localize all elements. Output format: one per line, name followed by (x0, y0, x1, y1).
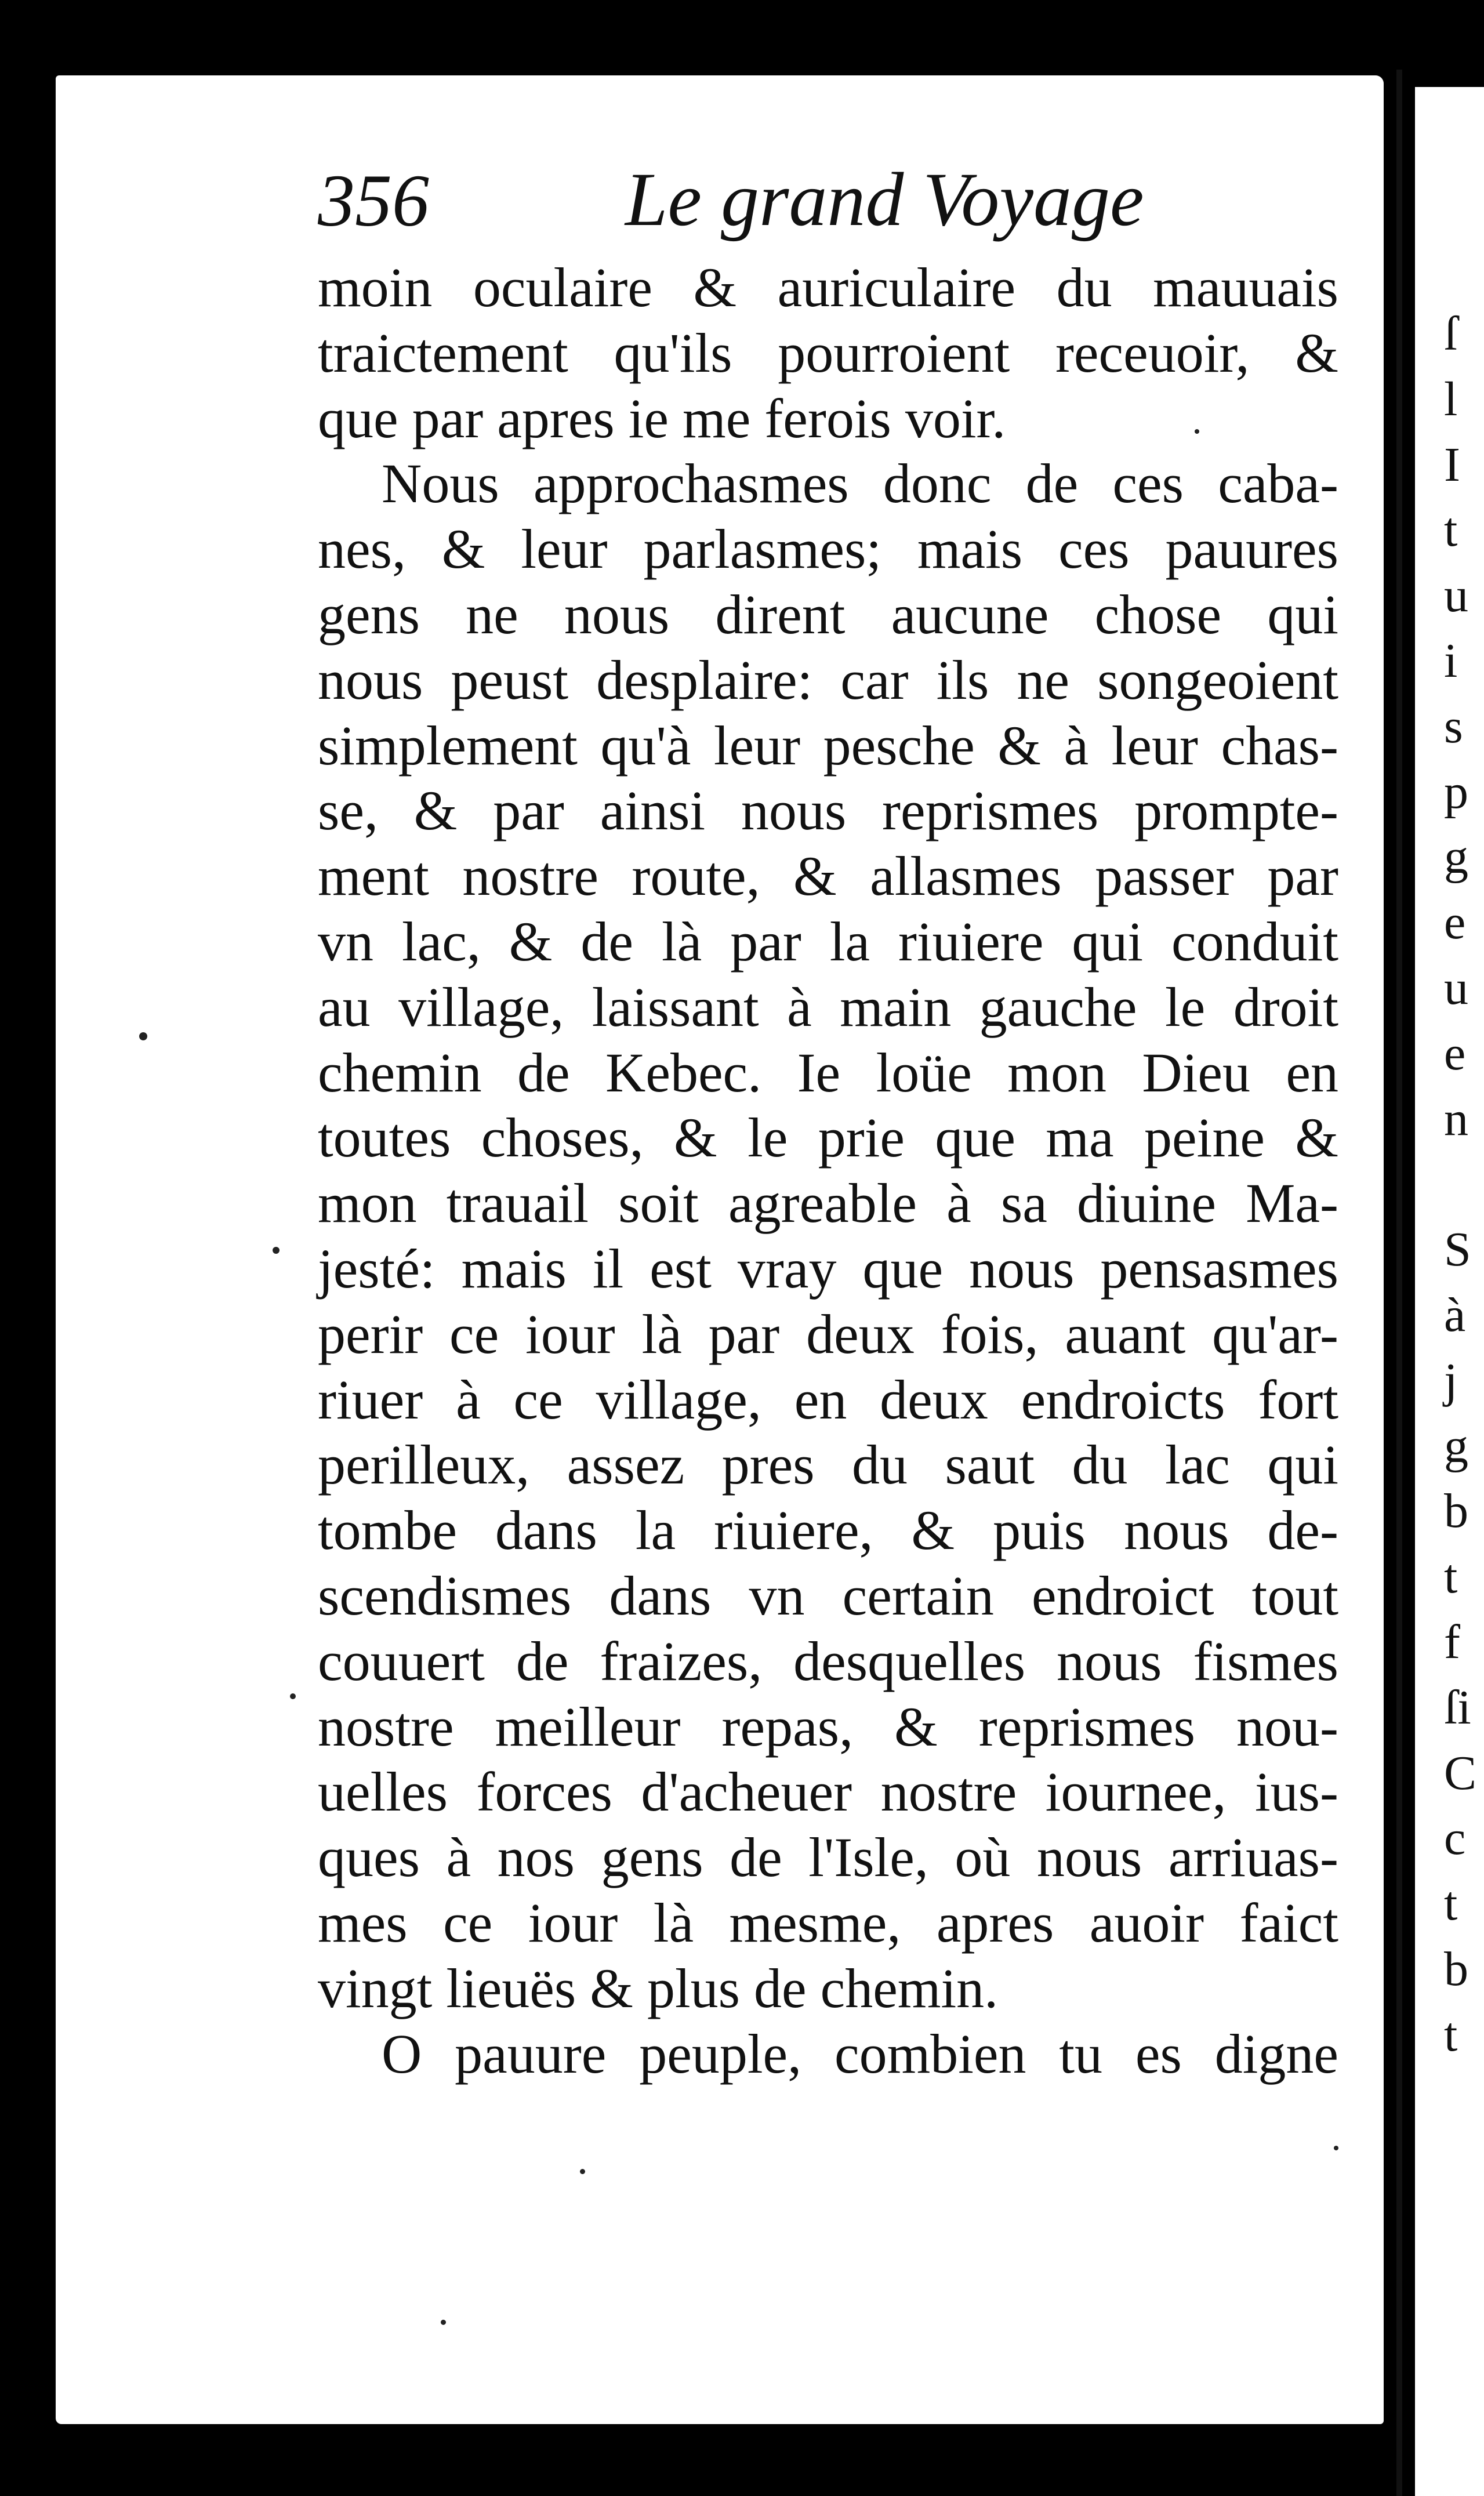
edge-char: n (1444, 1091, 1468, 1146)
edge-char: t (1444, 1550, 1458, 1604)
text-line: se, & par ainsi nous reprismes prompte- (318, 779, 1338, 842)
text-line: O pauure peuple, combien tu es digne (382, 2022, 1338, 2085)
text-line: moin oculaire & auriculaire du mauuais (318, 256, 1338, 318)
edge-char: t (1444, 1877, 1458, 1931)
text-line: que par apres ie me ferois voir. (318, 387, 1006, 449)
ink-speck (1195, 429, 1199, 434)
text-line: toutes choses, & le prie que ma peine & (318, 1106, 1338, 1169)
edge-char: i (1444, 633, 1458, 688)
ink-speck (139, 1032, 147, 1040)
facing-page-edge-text (1444, 302, 1484, 2068)
edge-char: b (1444, 1484, 1468, 1539)
text-line: vn lac, & de là par la riuiere qui conduit (318, 910, 1338, 973)
edge-char: C (1444, 1746, 1477, 1800)
body-text (318, 255, 1338, 2087)
text-line: gens ne nous dirent aucune chose qui (318, 583, 1338, 645)
edge-char: t (1444, 2007, 1458, 2062)
text-line: riuer à ce village, en deux endroicts fort (318, 1368, 1338, 1431)
text-line: jesté: mais il est vray que nous pensasmes (318, 1237, 1338, 1300)
page-number: 356 (318, 159, 429, 242)
text-line: vingt lieuës & plus de chemin. (318, 1957, 999, 2019)
page-header (318, 157, 1144, 267)
edge-char: c (1444, 1811, 1466, 1866)
text-line: traictement qu'ils pourroient receuoir, & (318, 321, 1338, 384)
edge-char: p (1444, 764, 1468, 819)
edge-char: s (1444, 699, 1463, 753)
ink-speck (290, 1693, 296, 1699)
ink-speck (441, 2320, 446, 2325)
text-line: ment nostre route, & allasmes passer par (318, 845, 1338, 908)
text-line: mon trauail soit agreable à sa diuine Ma- (318, 1172, 1338, 1235)
edge-char: t (1444, 503, 1458, 557)
text-line: perir ce iour là par deux fois, auant qu'ar- (318, 1303, 1338, 1365)
edge-char: g (1444, 830, 1468, 884)
text-line: mes ce iour là mesme, apres auoir faict (318, 1891, 1338, 1954)
text-line: au village, laissant à main gauche le droit (318, 975, 1338, 1038)
edge-char: ſi (1444, 1680, 1471, 1735)
edge-char: g (1444, 1418, 1468, 1473)
edge-char: f (1444, 1615, 1460, 1669)
running-title: Le grand Voyage (625, 157, 1144, 242)
ink-speck (273, 1247, 280, 1254)
edge-char: I (1444, 437, 1460, 492)
ink-speck (1334, 2146, 1338, 2150)
edge-char: à (1444, 1287, 1466, 1342)
edge-char: j (1444, 1353, 1458, 1407)
text-line: ques à nos gens de l'Isle, où nous arriuas- (318, 1826, 1338, 1889)
edge-char: u (1444, 960, 1468, 1015)
text-line: nes, & leur parlasmes; mais ces pauures (318, 518, 1338, 581)
text-line: couuert de fraizes, desquelles nous fismes (318, 1630, 1338, 1692)
text-line: simplement qu'à leur pesche & à leur chas- (318, 714, 1338, 777)
text-line: chemin de Kebec. Ie loüe mon Dieu en (318, 1041, 1338, 1104)
edge-char: u (1444, 568, 1468, 623)
edge-char: b (1444, 1942, 1468, 1996)
text-line: nous peust desplaire: car ils ne songeoient (318, 648, 1338, 711)
text-line: nostre meilleur repas, & reprismes nou- (318, 1695, 1338, 1758)
text-line: Nous approchasmes donc de ces caba- (382, 452, 1338, 515)
edge-char: ſ (1444, 307, 1458, 361)
edge-char: e (1444, 1026, 1466, 1080)
text-line: scendismes dans vn certain endroict tout (318, 1564, 1338, 1627)
edge-char (1444, 1152, 1484, 1217)
edge-char: e (1444, 895, 1466, 950)
edge-char: S (1444, 1222, 1471, 1277)
page-gutter (1396, 70, 1402, 2496)
text-line: uelles forces d'acheuer nostre iournee, ius- (318, 1761, 1338, 1823)
ink-speck (580, 2169, 585, 2174)
text-line: perilleux, assez pres du saut du lac qui (318, 1434, 1338, 1496)
edge-char: l (1444, 372, 1458, 426)
text-line: tombe dans la riuiere, & puis nous de- (318, 1499, 1338, 1562)
